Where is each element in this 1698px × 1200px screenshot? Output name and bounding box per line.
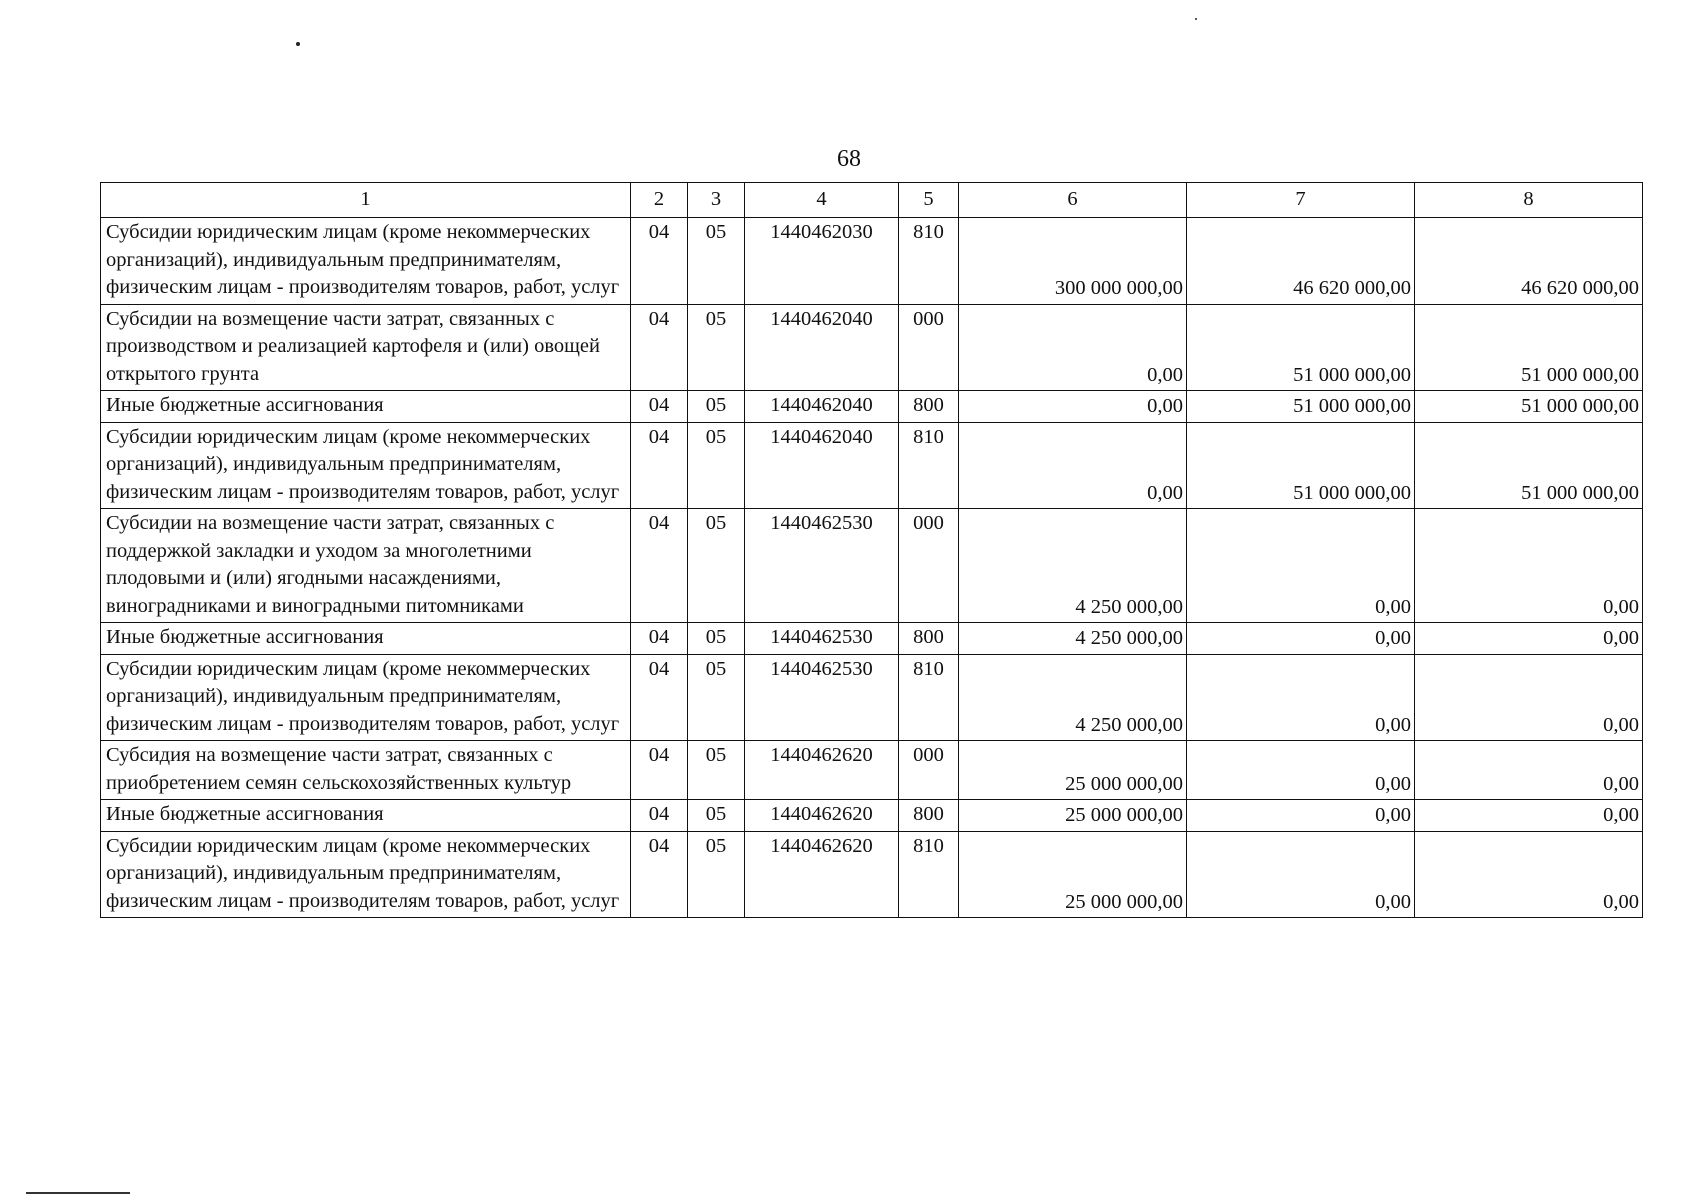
amount-col-7: 0,00 <box>1187 831 1415 918</box>
amount-col-6: 0,00 <box>959 304 1187 391</box>
amount-col-7: 0,00 <box>1187 623 1415 655</box>
item-name: Субсидия на возмещение части затрат, связанных с приобретением семян сельскохозяйственных культур <box>101 741 631 800</box>
target-article-code: 1440462530 <box>745 623 899 655</box>
target-article-code: 1440462040 <box>745 422 899 509</box>
amount-col-8: 0,00 <box>1415 800 1643 832</box>
expense-type-code: 000 <box>899 741 959 800</box>
item-name: Субсидии на возмещение части затрат, связанных с производством и реализацией картофеля и (или) овощей открытого грунта <box>101 304 631 391</box>
section-code: 04 <box>631 218 688 305</box>
column-header: 7 <box>1187 183 1415 218</box>
subsection-code: 05 <box>688 422 745 509</box>
section-code: 04 <box>631 623 688 655</box>
amount-col-8: 0,00 <box>1415 654 1643 741</box>
table-row <box>101 800 1643 832</box>
amount-col-8: 0,00 <box>1415 509 1643 623</box>
subsection-code: 05 <box>688 741 745 800</box>
table-row <box>101 304 1643 391</box>
page-number: 68 <box>837 146 861 172</box>
amount-col-7: 0,00 <box>1187 654 1415 741</box>
target-article-code: 1440462040 <box>745 391 899 423</box>
item-name: Субсидии юридическим лицам (кроме некоммерческих организаций), индивидуальным предпринимателям, физическим лицам - производителям товаров, работ, услуг <box>101 654 631 741</box>
item-name: Субсидии юридическим лицам (кроме некоммерческих организаций), индивидуальным предпринимателям, физическим лицам - производителям товаров, работ, услуг <box>101 218 631 305</box>
item-name: Субсидии на возмещение части затрат, связанных с поддержкой закладки и уходом за многолетними плодовыми и (или) ягодными насаждениями, виноградниками и виноградными питомниками <box>101 509 631 623</box>
subsection-code: 05 <box>688 654 745 741</box>
expense-type-code: 000 <box>899 304 959 391</box>
column-header: 8 <box>1415 183 1643 218</box>
table-row <box>101 391 1643 423</box>
amount-col-7: 51 000 000,00 <box>1187 304 1415 391</box>
column-header: 2 <box>631 183 688 218</box>
table-row <box>101 422 1643 509</box>
expense-type-code: 810 <box>899 654 959 741</box>
amount-col-8: 0,00 <box>1415 623 1643 655</box>
subsection-code: 05 <box>688 218 745 305</box>
table-body <box>101 218 1643 918</box>
subsection-code: 05 <box>688 391 745 423</box>
amount-col-6: 25 000 000,00 <box>959 831 1187 918</box>
expense-type-code: 800 <box>899 623 959 655</box>
table-row <box>101 623 1643 655</box>
section-code: 04 <box>631 654 688 741</box>
amount-col-7: 51 000 000,00 <box>1187 422 1415 509</box>
amount-col-6: 4 250 000,00 <box>959 654 1187 741</box>
subsection-code: 05 <box>688 831 745 918</box>
footnote-rule <box>26 1192 130 1194</box>
target-article-code: 1440462620 <box>745 800 899 832</box>
subsection-code: 05 <box>688 623 745 655</box>
amount-col-7: 0,00 <box>1187 509 1415 623</box>
table-row <box>101 831 1643 918</box>
amount-col-6: 300 000 000,00 <box>959 218 1187 305</box>
amount-col-7: 0,00 <box>1187 800 1415 832</box>
table-row <box>101 741 1643 800</box>
subsection-code: 05 <box>688 509 745 623</box>
section-code: 04 <box>631 509 688 623</box>
subsection-code: 05 <box>688 304 745 391</box>
amount-col-8: 51 000 000,00 <box>1415 422 1643 509</box>
amount-col-6: 25 000 000,00 <box>959 741 1187 800</box>
amount-col-6: 0,00 <box>959 391 1187 423</box>
item-name: Иные бюджетные ассигнования <box>101 391 631 423</box>
section-code: 04 <box>631 391 688 423</box>
expense-type-code: 800 <box>899 800 959 832</box>
target-article-code: 1440462030 <box>745 218 899 305</box>
column-header: 5 <box>899 183 959 218</box>
amount-col-8: 0,00 <box>1415 741 1643 800</box>
amount-col-7: 0,00 <box>1187 741 1415 800</box>
target-article-code: 1440462620 <box>745 831 899 918</box>
expense-type-code: 810 <box>899 218 959 305</box>
item-name: Субсидии юридическим лицам (кроме некоммерческих организаций), индивидуальным предпринимателям, физическим лицам - производителям товаров, работ, услуг <box>101 831 631 918</box>
column-header: 3 <box>688 183 745 218</box>
scan-speck <box>1195 18 1197 20</box>
column-header: 1 <box>101 183 631 218</box>
item-name: Иные бюджетные ассигнования <box>101 800 631 832</box>
target-article-code: 1440462040 <box>745 304 899 391</box>
amount-col-6: 4 250 000,00 <box>959 509 1187 623</box>
section-code: 04 <box>631 800 688 832</box>
section-code: 04 <box>631 304 688 391</box>
amount-col-7: 46 620 000,00 <box>1187 218 1415 305</box>
amount-col-8: 51 000 000,00 <box>1415 304 1643 391</box>
target-article-code: 1440462530 <box>745 509 899 623</box>
column-header: 6 <box>959 183 1187 218</box>
expense-type-code: 800 <box>899 391 959 423</box>
table-row <box>101 654 1643 741</box>
target-article-code: 1440462620 <box>745 741 899 800</box>
column-header: 4 <box>745 183 899 218</box>
section-code: 04 <box>631 831 688 918</box>
amount-col-7: 51 000 000,00 <box>1187 391 1415 423</box>
table-row <box>101 509 1643 623</box>
amount-col-8: 0,00 <box>1415 831 1643 918</box>
amount-col-6: 4 250 000,00 <box>959 623 1187 655</box>
scan-speck <box>296 42 300 46</box>
expense-type-code: 810 <box>899 831 959 918</box>
target-article-code: 1440462530 <box>745 654 899 741</box>
amount-col-6: 0,00 <box>959 422 1187 509</box>
section-code: 04 <box>631 741 688 800</box>
amount-col-6: 25 000 000,00 <box>959 800 1187 832</box>
table-row <box>101 218 1643 305</box>
section-code: 04 <box>631 422 688 509</box>
item-name: Иные бюджетные ассигнования <box>101 623 631 655</box>
header-row <box>101 183 1643 218</box>
budget-table <box>100 182 1643 918</box>
expense-type-code: 000 <box>899 509 959 623</box>
subsection-code: 05 <box>688 800 745 832</box>
amount-col-8: 46 620 000,00 <box>1415 218 1643 305</box>
item-name: Субсидии юридическим лицам (кроме некоммерческих организаций), индивидуальным предпринимателям, физическим лицам - производителям товаров, работ, услуг <box>101 422 631 509</box>
amount-col-8: 51 000 000,00 <box>1415 391 1643 423</box>
expense-type-code: 810 <box>899 422 959 509</box>
